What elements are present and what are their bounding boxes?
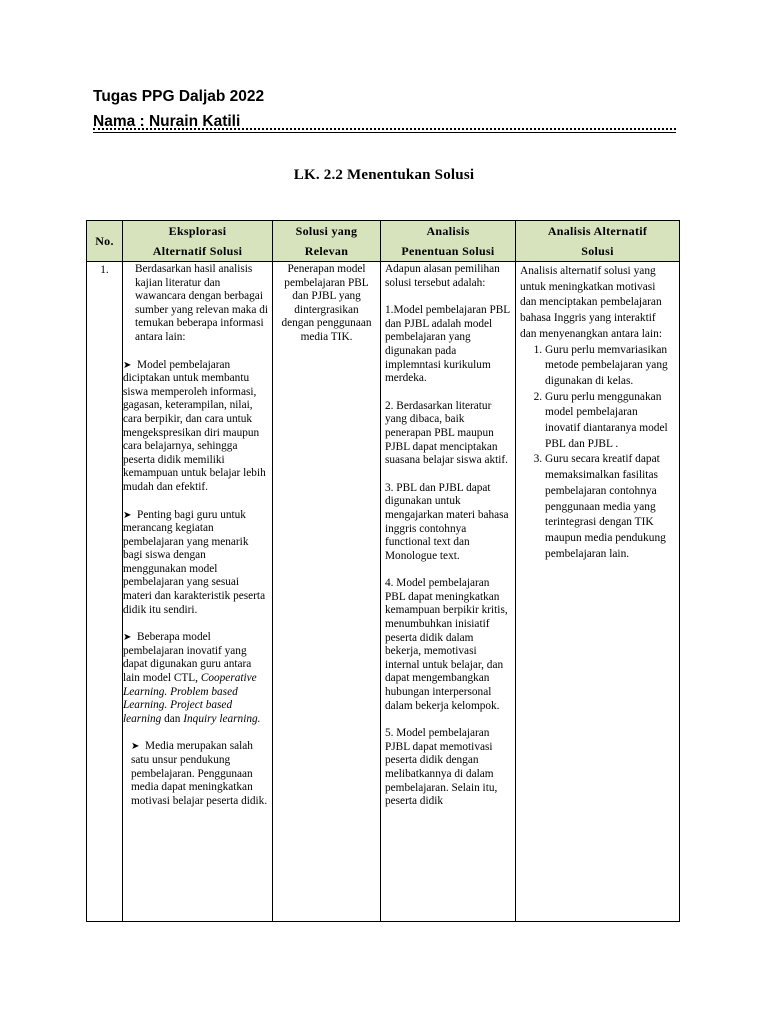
- header-analisis-alternatif: Analisis Alternatif Solusi: [516, 221, 680, 262]
- header-name: Nama : Nurain Katili: [93, 113, 241, 130]
- penentuan-point-4: 4. Model pembelajaran PBL dapat meningkatkan kemampuan berpikir kritis, menumbuhkan inisiatif peserta didik dalam bekerja, memotivasi internal untuk belajar, dan dapat mengembangkan hubungan interpersonal dalam bekerja kelompok.: [385, 577, 508, 712]
- header-divider-solid: [93, 132, 676, 133]
- document-title: LK. 2.2 Menentukan Solusi: [293, 167, 475, 183]
- penentuan-intro: Adapun alasan pemilihan solusi tersebut adalah:: [385, 263, 500, 289]
- header-no: No.: [87, 221, 123, 262]
- cell-analisis-alternatif: [516, 262, 680, 922]
- arrow-bullet-icon: ➤: [123, 509, 132, 521]
- penentuan-point-2: 2. Berdasarkan literatur yang dibaca, baik penerapan PBL maupun PJBL dapat menciptakan suasana belajar siswa aktif.: [385, 399, 508, 467]
- cell-analisis-penentuan: [381, 262, 516, 922]
- alternatif-item-2: 2. Guru perlu menggunakan model pembelajaran inovatif diantaranya model PBL dan PJBL .: [545, 390, 673, 453]
- arrow-bullet-icon: ➤: [123, 632, 132, 644]
- penentuan-point-1: 1.Model pembelajaran PBL dan PJBL adalah model pembelajaran yang digunakan pada implemntasi kurikulum merdeka.: [385, 304, 510, 385]
- alternatif-item-1: 1. Guru perlu memvariasikan metode pembelajaran yang digunakan di kelas.: [545, 343, 673, 390]
- header-eksplorasi: Eksplorasi Alternatif Solusi: [123, 221, 273, 262]
- header-analisis-penentuan: Analisis Penentuan Solusi: [381, 221, 516, 262]
- header-solusi-relevan: Solusi yang Relevan: [273, 221, 381, 262]
- alternatif-item-3: 3. Guru secara kreatif dapat memaksimalkan fasilitas pembelajaran contohnya penggunaan media yang terintegrasi dengan TIK maupun media pendukung pembelajaran lain.: [545, 452, 673, 562]
- cell-solusi-relevan: Penerapan model pembelajaran PBL dan PJBL yang dintergrasikan dengan penggunaan media TIK.: [273, 262, 381, 922]
- penentuan-point-3: 3. PBL dan PJBL dapat digunakan untuk mengajarkan materi bahasa inggris contohnya functional text dan Monologue text.: [385, 481, 509, 562]
- table-row: [87, 262, 680, 922]
- penentuan-point-5: 5. Model pembelajaran PJBL dapat memotivasi peserta didik dengan melibatkannya di dalam pembelajaran. Selain itu, peserta didik: [385, 727, 498, 808]
- solution-table: [86, 220, 680, 922]
- arrow-bullet-icon: ➤: [123, 359, 132, 371]
- eksplorasi-bullet-1: ➤ Model pembelajaran diciptakan untuk membantu siswa memperoleh informasi, gagasan, keterampilan, nilai, cara berpikir, dan cara untuk mengekspresikan diri maupun cara belajarnya, sehingga peserta didik memiliki kemampuan untuk belajar lebih mudah dan efektif.: [123, 358, 266, 493]
- alternatif-list: [520, 343, 673, 563]
- header-task-title: Tugas PPG Daljab 2022: [93, 88, 265, 105]
- header-divider-dotted: [93, 128, 676, 130]
- eksplorasi-bullet-4: ➤ Media merupakan salah satu unsur pendukung pembelajaran. Penggunaan media dapat meningkatkan motivasi belajar peserta didik.: [131, 740, 268, 807]
- cell-no: 1.: [87, 262, 123, 922]
- cell-eksplorasi: [123, 262, 273, 922]
- eksplorasi-bullet-3: ➤ Beberapa model pembelajaran inovatif yang dapat digunakan guru antara lain model CTL, Cooperative Learning. Problem based Learning. Project based learning dan Inquiry learning.: [123, 631, 261, 725]
- eksplorasi-bullet-2: ➤ Penting bagi guru untuk merancang kegiatan pembelajaran yang menarik bagi siswa dengan menggunakan model pembelajaran yang sesuai materi dan karakteristik peserta didik itu sendiri.: [123, 508, 266, 616]
- arrow-bullet-icon: ➤: [131, 741, 140, 753]
- alternatif-intro: Analisis alternatif solusi yang untuk meningkatkan motivasi dan menciptakan pembelajaran bahasa Inggris yang interaktif dan menyenangkan antara lain:: [520, 265, 663, 340]
- table-header-row: [87, 221, 680, 262]
- eksplorasi-intro: Berdasarkan hasil analisis kajian literatur dan wawancara dengan berbagai sumber yang relevan maka di temukan beberapa informasi antara lain:: [135, 263, 269, 343]
